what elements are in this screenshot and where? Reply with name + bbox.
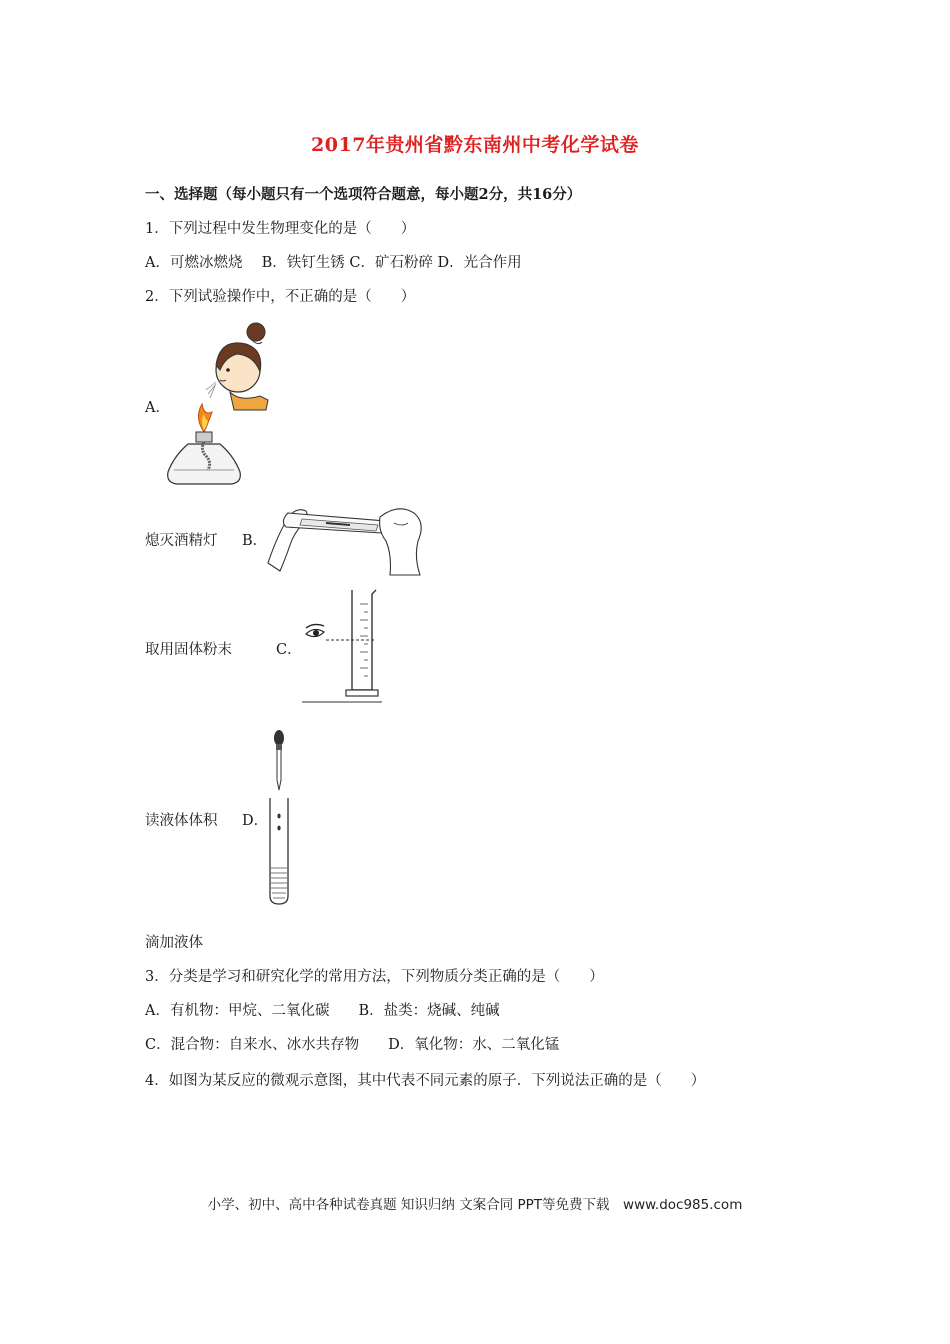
page-footer: 小学、初中、高中各种试卷真题 知识归纳 文案合同 PPT等免费下载 www.doc985.com [207,1197,743,1213]
option-d-caption: 滴加液体 [145,935,203,951]
question-3-options-cd: C．混合物：自来水、冰水共存物 D．氧化物：水、二氧化锰 [145,1037,560,1053]
alcohol-lamp-illustration [168,320,283,488]
section-heading: 一、选择题（每小题只有一个选项符合题意，每小题2分，共16分） [145,186,582,203]
graduated-cylinder-illustration [302,588,386,706]
powder-test-tube-illustration [268,493,430,575]
question-4-stem: 4．如图为某反应的微观示意图，其中代表不同元素的原子．下列说法正确的是（ ） [145,1073,706,1089]
option-d-label: D． [242,813,269,829]
option-b-label: B． [242,533,268,549]
option-a-label: A． [145,400,170,416]
question-3-stem: 3．分类是学习和研究化学的常用方法，下列物质分类正确的是（ ） [145,969,604,985]
question-3-options-ab: A．有机物：甲烷、二氧化碳 B．盐类：烧碱、纯碱 [145,1003,500,1019]
option-b-caption: 取用固体粉末 [145,642,232,658]
option-a-caption: 熄灭酒精灯 [145,533,218,549]
question-1-options: A．可燃冰燃烧 B．铁钉生锈 C．矿石粉碎 D．光合作用 [145,255,522,271]
dropper-test-tube-illustration [266,728,298,906]
question-2-stem: 2．下列试验操作中，不正确的是（ ） [145,289,416,305]
option-c-label: C． [276,642,302,658]
option-c-caption: 读液体体积 [145,813,218,829]
question-1-stem: 1．下列过程中发生物理变化的是（ ） [145,221,416,237]
page-title: 2017年贵州省黔东南州中考化学试卷 [311,134,639,156]
